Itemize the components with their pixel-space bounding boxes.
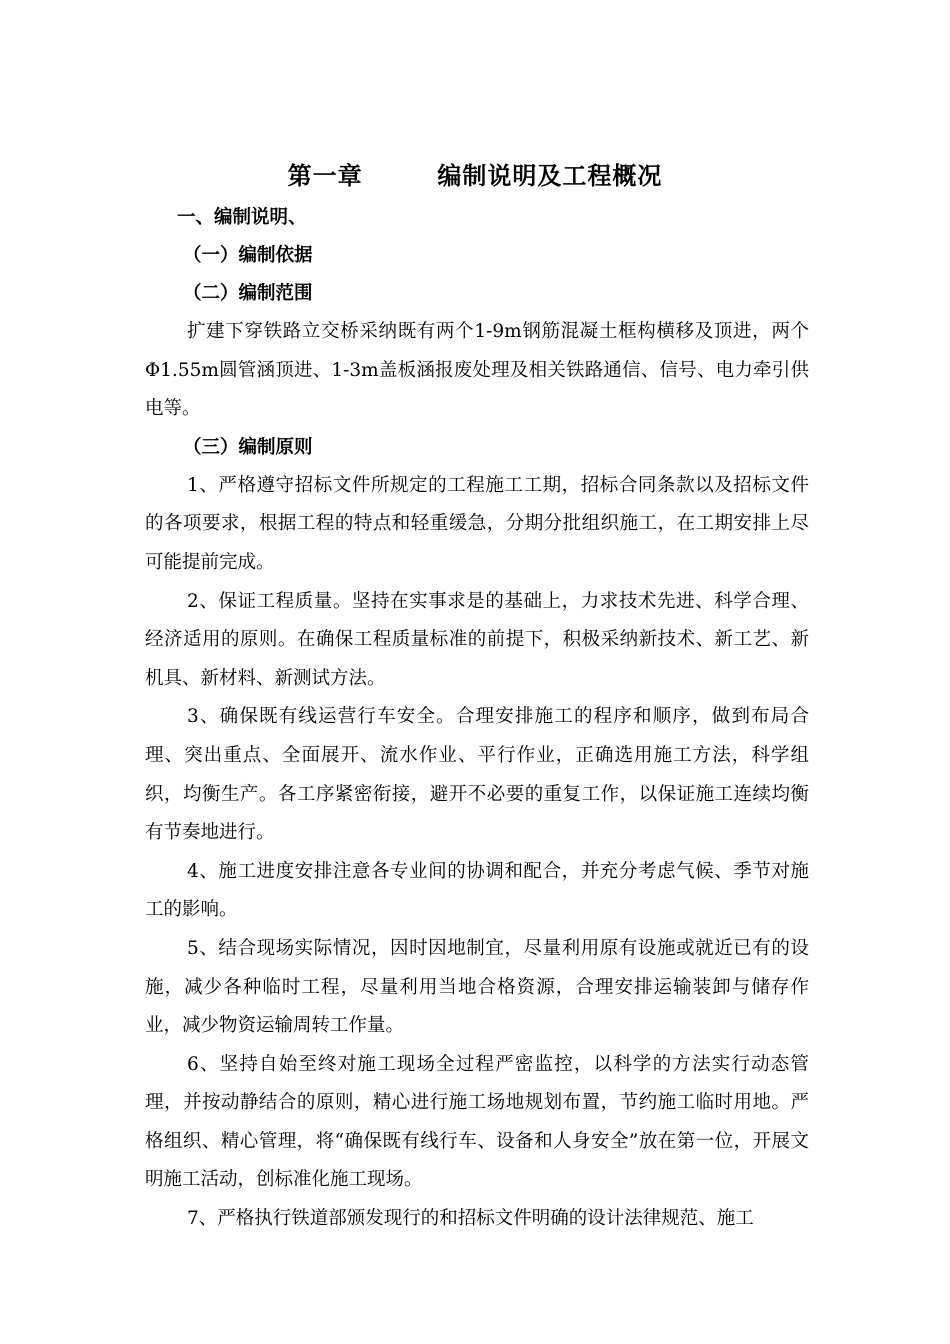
principle-paragraph-2: 2、保证工程质量。坚持在实事求是的基础上，力求技术先进、科学合理、经济适用的原则。在确保工程质量标准的前提下，积极采纳新技术、新工艺、新机具、新材料、新测试方法。: [145, 590, 809, 689]
principle-paragraph-7: 7、严格执行铁道部颁发现行的和招标文件明确的设计法律规范、施工: [187, 1208, 754, 1230]
scope-paragraph: 扩建下穿铁路立交桥采纳既有两个1-9m钢筋混凝土框构横移及顶进，两个Φ1.55m圆管涵顶进、1-3m盖板涵报废处理及相关铁路通信、信号、电力牵引供电等。: [145, 321, 809, 420]
document-body: [145, 199, 809, 1239]
principle-paragraph-4: 4、施工进度安排注意各专业间的协调和配合，并充分考虑气候、季节对施工的影响。: [145, 860, 809, 921]
subheading-compilation-basis: （一）编制依据: [183, 245, 313, 266]
chapter-title: 第一章 编制说明及工程概况: [287, 162, 663, 190]
principle-paragraph-5: 5、结合现场实际情况，因时因地制宜，尽量利用原有设施或就近已有的设施，减少各种临时工程，尽量利用当地合格资源，合理安排运输装卸与储存作业，减少物资运输周转工作量。: [145, 937, 809, 1037]
section-heading-compilation-notes: 一、编制说明、: [177, 207, 307, 228]
subheading-compilation-scope: （二）编制范围: [183, 283, 313, 304]
principle-paragraph-1: 1、严格遵守招标文件所规定的工程施工工期，招标合同条款以及招标文件的各项要求，根据工程的特点和轻重缓急，分期分批组织施工，在工期安排上尽可能提前完成。: [145, 474, 809, 573]
principle-paragraph-6: 6、坚持自始至终对施工现场全过程严密监控，以科学的方法实行动态管理，并按动静结合的原则，精心进行施工场地规划布置，节约施工临时用地。严格组织、精心管理，将“确保既有线行车、设备和人身安全”放在第一位，开展文明施工活动，创标准化施工现场。: [145, 1053, 809, 1191]
subheading-compilation-principles: （三）编制原则: [183, 436, 313, 458]
principle-paragraph-3: 3、确保既有线运营行车安全。合理安排施工的程序和顺序，做到布局合理、突出重点、全面展开、流水作业、平行作业，正确选用施工方法，科学组织，均衡生产。各工序紧密衔接，避开不必要的重复工作，以保证施工连续均衡有节奏地进行。: [145, 706, 809, 844]
